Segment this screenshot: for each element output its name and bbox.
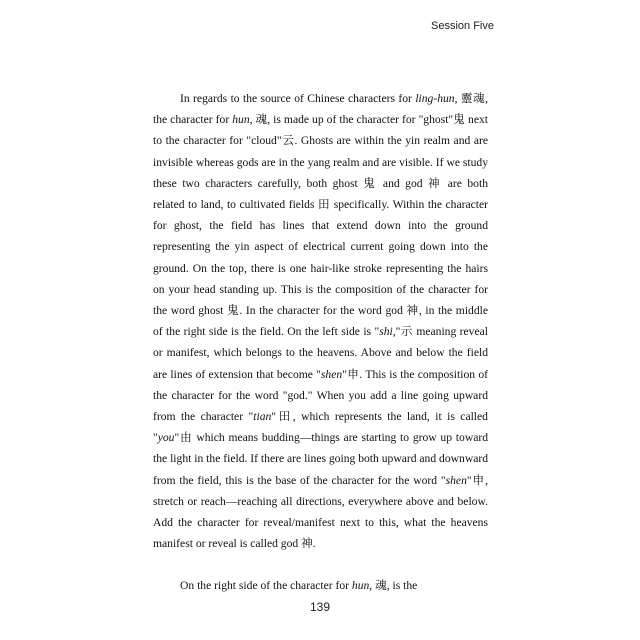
running-header: Session Five (431, 20, 494, 32)
paragraph-hun-right-side (153, 575, 488, 596)
italic-term: shi (379, 325, 393, 339)
text-run: In regards to the source of Chinese characters for (180, 92, 416, 105)
text-run: , 靈魂, the character for (153, 92, 488, 127)
text-run: ,"示 meaning reveal or manifest, which belongs to the heavens. Above and below the field are lines of extension that become " (153, 325, 488, 381)
text-run: , 魂, is the (369, 579, 418, 593)
italic-term: you (157, 431, 175, 445)
text-run: "由 which means budding—things are starting to grow up toward the light in the field. If there are lines going both upward and downward from the field, this is the base of the character for the word " (153, 431, 488, 487)
page-number: 139 (309, 600, 331, 614)
italic-term: hun (351, 579, 370, 593)
paragraph-ling-hun-characters (153, 88, 488, 554)
italic-term: hun (232, 113, 250, 127)
body-text (153, 88, 488, 597)
text-run: "田, which represents the land, it is called " (153, 410, 488, 445)
italic-term: ling-hun (415, 92, 455, 105)
text-run: On the right side of the character for (180, 579, 352, 593)
italic-term: shen (320, 367, 343, 381)
text-run: , 魂, is made up of the character for "ghost"鬼 next to the character for "cloud"云. Ghosts are within the yin realm and are invisible whereas gods are in the yang realm and are visible. If we study these two characters carefully, both ghost 鬼 and god 神 are both related to land, to cultivated fields 田 specifically. Within the character for ghost, the field has lines that extend down into the ground representing the yin aspect of electrical current going down into the ground. On the top, there is one hair-like stroke representing the hairs on your head standing up. This is the composition of the character for the word ghost 鬼. In the character for the word god 神, in the middle of the right side is the field. On the left side is " (153, 113, 488, 339)
italic-term: shen (445, 473, 467, 487)
text-run: "申, stretch or reach—reaching all directions, everywhere above and below. Add the character for reveal/manifest next to this, what the heavens manifest or reveal is called god 神. (153, 473, 488, 551)
italic-term: tian (253, 410, 272, 424)
text-run: "申. This is the composition of the character for the word "god." When you add a line going upward from the character " (153, 367, 488, 424)
